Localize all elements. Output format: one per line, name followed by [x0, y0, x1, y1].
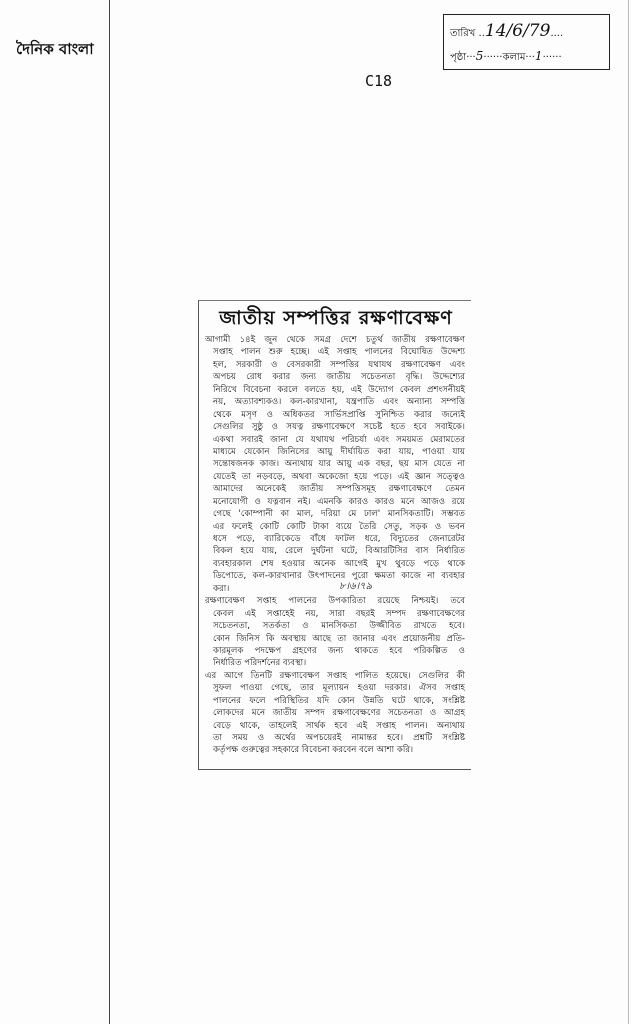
stamp-page-value: 5 — [475, 49, 484, 63]
article-line: কর্তৃপক্ষ গুরুত্বের সহকারে বিবেচনা করবেন বলে আশা করি। — [213, 745, 414, 756]
article-line: সচেতনতা, সতর্কতা ও মানসিকতা উজ্জীবিত রাখতে হবে। — [213, 621, 465, 632]
stamp-date-row: তারিখ ..14/6/79.... — [450, 21, 564, 41]
article-line: নয়, অত্যাবশ্যকও। কল-কারখানা, যন্ত্রপাতি এবং অন্যান্য সম্পত্তি — [213, 397, 465, 408]
article-line: ধসে পড়ে, ব্যারিকেডে বাঁধে ফাটল ধরে, বিদ্যুতের জেনারেটর — [213, 534, 465, 544]
margin-rule — [109, 0, 110, 1024]
newspaper-masthead: দৈনিক বাংলা — [16, 40, 94, 58]
archive-stamp — [443, 14, 610, 70]
article-line: নিরিখে বিবেচনা করলে বলতে হয়, এই উদ্যোগ কেবল প্রশংসনীয়ই — [213, 384, 465, 395]
page-edge — [628, 0, 629, 1024]
article-line: কেবল এই সপ্তাহেই নয়, সারা বছরই সম্পদ রক্ষণাবেক্ষণের — [213, 608, 465, 619]
stamp-column-label: কলাম — [502, 52, 526, 63]
article-line: সেগুলির সুষ্ঠু ও সযত্ন রক্ষণাবেক্ষণে সচেষ্ট হতে হবে সবাইকে। — [213, 422, 465, 433]
article-line: অপচয় রোধ করার জন্য জাতীয় সচেতনতা বৃদ্ধি। উদ্দেশ্যের — [213, 372, 465, 383]
stamp-date-label: তারিখ — [450, 28, 476, 39]
article-line: এর আগে তিনটি রক্ষণাবেক্ষণ সপ্তাহ পালিত হয়েছে। সেগুলির কী — [205, 670, 465, 681]
article-line: বিকল হয়ে যায়, রেলে দুর্ঘটনা ঘটে, বিআরটিসির বাস নির্ধারিত — [213, 546, 465, 557]
article-line: পালনের ফলে পরিস্থিতির যদি কোন উন্নতি ঘটে থাকে, সংশ্লিষ্ট — [213, 695, 465, 706]
article-line: তা সময় ও অর্থের অপচয়েরই নামান্তর হবে। প্রশ্নটি সংশ্লিষ্ট — [213, 733, 465, 743]
article-line: মাধ্যমে যেকোন জিনিসের আয়ু দীর্ঘায়িত করা যায়, পাওয়া যায় — [213, 446, 465, 457]
handwritten-note: ৮।৬।৭৯ — [339, 581, 373, 592]
article-body — [205, 334, 465, 757]
article-line: বেড়ে থাকে, তাহলেই সার্থক হবে এই সপ্তাহ পালন। অন্যথায় — [213, 720, 465, 731]
article-line: নির্ধারিত পরিদর্শনের ব্যবস্থা। — [213, 658, 307, 669]
article-line: একথা সবারই জানা যে যথাযথ পরিচর্যা এবং সময়মত মেরামতের — [213, 434, 465, 445]
article-line: সন্তোষজনক কাজ। অন্যথায় যার আয়ু এক বছর, ছয় মাস যেতে না — [213, 459, 465, 470]
article-paragraph — [205, 334, 465, 595]
article-title: জাতীয় সম্পত্তির রক্ষণাবেক্ষণ — [219, 307, 453, 329]
stamp-column-value: 1 — [534, 49, 543, 63]
article-line: ডিপোতে, কল-কারখানার উৎপাদনের পুরো ক্ষমতা কাজে না ব্যবহার — [213, 571, 465, 582]
newspaper-clipping — [198, 300, 471, 770]
article-paragraph — [205, 595, 465, 670]
article-line: এর ফলেই কোটি কোটি টাকা ব্যয়ে তৈরি সেতু, সড়ক ও ভবন — [213, 521, 465, 532]
article-line: মনোযোগী ও যত্নবান নই। এমনকি কারও কারও মনে আজও রয়ে — [213, 496, 465, 507]
article-line: যেতেই তা নড়বড়ে, অথবা অকেজো হয়ে পড়ে। এই জ্ঞান সত্ত্বেও — [213, 471, 465, 482]
archive-code: C18 — [365, 72, 393, 90]
article-line: হল, সরকারী ও বেসরকারী সম্পত্তির যথাযথ রক্ষণাবেক্ষণ এবং — [213, 359, 465, 370]
article-line: সুফল পাওয়া গেছে, তার মূল্যায়ন হওয়া দরকার। ঐসব সপ্তাহ — [213, 683, 465, 694]
article-line: কোন জিনিস কি অবস্থায় আছে তা জানার এবং প্রয়োজনীয় প্রতি- — [213, 633, 465, 644]
article-line: আমাদের অনেকেই জাতীয় সম্পত্তিসমূহ রক্ষণাবেক্ষণে তেমন — [213, 484, 465, 495]
article-paragraph — [205, 670, 465, 757]
article-line: লোকদের মনে জাতীয় সম্পদ রক্ষণাবেক্ষণের সচেতনতা ও আগ্রহ — [213, 708, 465, 719]
article-line: সপ্তাহ পালন শুরু হচ্ছে। এই সপ্তাহ পালনের বিঘোষিত উদ্দেশ্য — [213, 347, 465, 358]
stamp-page-label: পৃষ্ঠা — [450, 52, 467, 63]
article-line: গেছে 'কোম্পানী কা মাল, দরিয়া মে ঢাল' মানসিকতাটি। সম্ভবত — [213, 509, 465, 520]
stamp-date-value: 14/6/79 — [484, 21, 551, 41]
stamp-page-row: পৃষ্ঠা···5······কলাম···1······ — [450, 49, 562, 63]
article-line: কারমূলক পদক্ষেপ গ্রহণের জন্য থাকতে হবে পরিকল্পিত ও — [213, 645, 465, 656]
article-line: রক্ষণাবেক্ষণ সপ্তাহ পালনের উপকারিতা রয়েছে নিশ্চয়ই। তবে — [205, 596, 465, 607]
article-line: থেকে মসৃণ ও অধিকতর সার্ভিসপ্রাপ্তি সুনিশ্চিত করার জন্যেই — [213, 409, 465, 420]
article-line: করা। — [213, 583, 230, 594]
article-line: ব্যবহারকাল শেষ হওয়ার অনেক আগেই মুখ থুবড়ে পড়ে থাকে — [213, 558, 465, 569]
article-line: আগামী ১৪ই জুন থেকে সমগ্র দেশে চতুর্থ জাতীয় রক্ষণাবেক্ষণ — [205, 335, 465, 345]
